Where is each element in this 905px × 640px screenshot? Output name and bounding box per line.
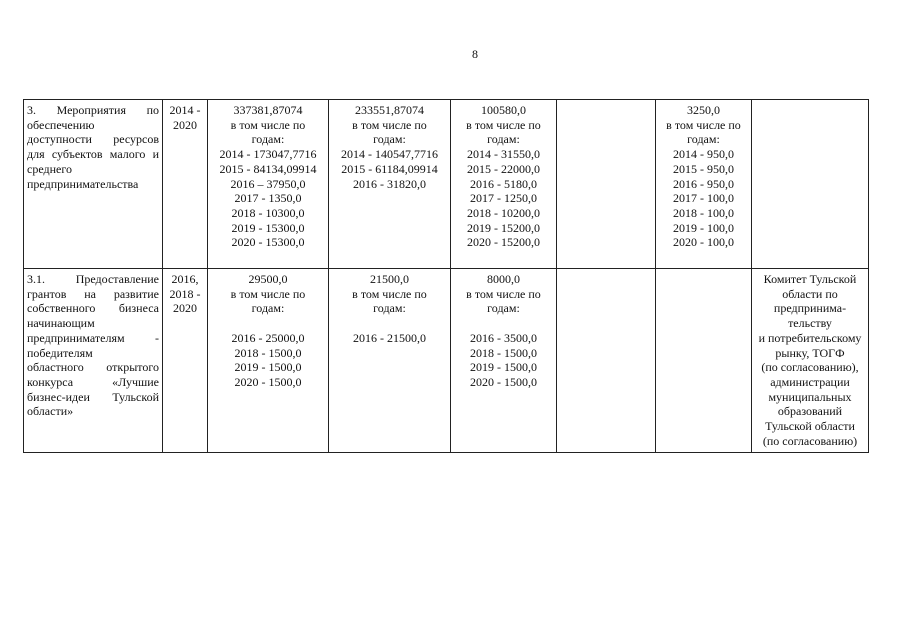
period-line: 2020: [173, 301, 197, 316]
responsible-line: рынку, ТОГФ: [775, 345, 845, 360]
year-amount: 2020 - 15200,0: [467, 235, 540, 250]
source-amount: 233551,87074: [355, 103, 424, 117]
caption-line: в том числе по: [352, 117, 427, 132]
period-cell: [163, 269, 208, 453]
responsible-line: Комитет Тульской: [763, 272, 857, 286]
empty-funding-cell: [557, 269, 656, 453]
year-amount: 2016 - 3500,0: [470, 330, 537, 345]
year-amount: 2017 - 100,0: [673, 191, 734, 206]
empty-funding-cell: [557, 100, 656, 269]
activity-name-cell: [24, 269, 163, 453]
funding-table: [23, 99, 869, 453]
funding-source-cell: [329, 269, 451, 453]
activity-name-line: 3.1. Предоставление: [27, 272, 159, 286]
caption-line: годам:: [687, 132, 720, 147]
year-amount: 2016 - 25000,0: [231, 330, 305, 345]
year-amount: 2018 - 10200,0: [467, 205, 540, 220]
period-cell: [163, 100, 208, 269]
activity-name-line: области»: [27, 404, 74, 419]
year-amount: 2016 - 5180,0: [470, 176, 537, 191]
year-amount: 2019 - 100,0: [673, 220, 734, 235]
year-amount: 2017 - 1350,0: [234, 191, 302, 206]
activity-name-line: собственного бизнеса: [27, 301, 159, 316]
year-amount: 2020 - 1500,0: [470, 374, 537, 389]
year-amount: 2018 - 1500,0: [234, 345, 302, 360]
activity-name-line: для субъектов малого и: [27, 147, 159, 162]
caption-line: в том числе по: [466, 286, 541, 301]
caption-line: годам:: [373, 132, 406, 147]
year-amount: 2014 - 31550,0: [467, 147, 540, 162]
year-amount: 2019 - 15200,0: [467, 220, 540, 235]
activity-name: [27, 272, 159, 419]
year-amount: 2019 - 1500,0: [470, 360, 537, 375]
empty-funding-cell: [656, 269, 752, 453]
year-amount: 2018 - 10300,0: [231, 205, 305, 220]
year-amount: 2020 - 15300,0: [231, 235, 305, 250]
activity-name-line: грантов на развитие: [27, 286, 159, 301]
activity-name-cell: [24, 100, 163, 269]
responsible-line: Тульской области: [765, 419, 855, 434]
funding-source-cell: [451, 100, 557, 269]
activity-name-line: среднего: [27, 161, 72, 176]
caption-line: в том числе по: [230, 286, 306, 301]
year-amount: 2016 – 37950,0: [230, 176, 306, 191]
responsible-line: администрации: [770, 374, 850, 389]
total-funding-cell: [208, 100, 329, 269]
period-line: 2014 -: [169, 103, 201, 117]
table-row: [24, 269, 869, 453]
activity-name-line: обеспечению: [27, 117, 95, 132]
responsible-cell: [752, 100, 869, 269]
activity-name-line: предпринимательства: [27, 176, 139, 191]
year-amount: 2020 - 1500,0: [234, 374, 302, 389]
responsible-line: муниципальных: [768, 389, 852, 404]
caption-line: годам:: [373, 301, 406, 316]
activity-name: [27, 103, 159, 191]
activity-name-line: 3. Мероприятия по: [27, 103, 159, 117]
activity-name-line: доступности ресурсов: [27, 132, 159, 147]
spacer-line: [211, 316, 325, 331]
responsible-line: и потребительскому: [758, 330, 862, 345]
year-amount: 2015 - 22000,0: [467, 161, 540, 176]
spacer-line: [454, 316, 553, 331]
year-amount: 2016 - 31820,0: [353, 176, 426, 191]
year-amount: 2018 - 1500,0: [470, 345, 537, 360]
responsible-line: тельству: [788, 316, 832, 331]
total-amount: 337381,87074: [233, 103, 303, 117]
year-amount: 2019 - 1500,0: [234, 360, 302, 375]
activity-name-line: победителям: [27, 345, 93, 360]
responsible-line: (по согласованию),: [761, 360, 859, 375]
year-amount: 2018 - 100,0: [673, 205, 734, 220]
year-amount: 2019 - 15300,0: [231, 220, 305, 235]
period-line: 2016,: [171, 272, 199, 286]
year-amount: 2016 - 950,0: [673, 176, 734, 191]
funding-source-cell: [451, 269, 557, 453]
year-amount: 2016 - 21500,0: [353, 330, 426, 345]
source-amount: 21500,0: [370, 272, 409, 286]
caption-line: в том числе по: [352, 286, 427, 301]
responsible-cell: [752, 269, 869, 453]
source-amount: 100580,0: [481, 103, 526, 117]
responsible-line: образований: [777, 404, 843, 419]
source-amount: 3250,0: [687, 103, 720, 117]
year-amount: 2015 - 950,0: [673, 161, 734, 176]
responsible-line: области по: [782, 286, 838, 301]
total-amount: 29500,0: [248, 272, 288, 286]
period-line: 2018 -: [169, 286, 201, 301]
source-amount: 8000,0: [487, 272, 520, 286]
caption-line: в том числе по: [466, 117, 541, 132]
year-amount: 2014 - 140547,7716: [341, 147, 438, 162]
year-amount: 2014 - 173047,7716: [219, 147, 317, 162]
activity-name-line: областного открытого: [27, 360, 159, 375]
activity-name-line: предпринимателям -: [27, 330, 159, 345]
caption-line: годам:: [487, 132, 520, 147]
year-amount: 2020 - 100,0: [673, 235, 734, 250]
funding-source-cell: [329, 100, 451, 269]
activity-name-line: начинающим: [27, 316, 95, 331]
year-amount: 2015 - 61184,09914: [341, 161, 438, 176]
caption-line: в том числе по: [230, 117, 306, 132]
caption-line: годам:: [251, 301, 285, 316]
page-number: 8: [472, 47, 478, 61]
table-row: [24, 100, 869, 269]
caption-line: годам:: [251, 132, 285, 147]
activity-name-line: бизнес-идеи Тульской: [27, 389, 159, 404]
responsible-line: предпринима-: [773, 301, 847, 316]
funding-source-cell: [656, 100, 752, 269]
spacer-line: [332, 316, 447, 331]
period-line: 2020: [173, 117, 197, 132]
caption-line: годам:: [487, 301, 520, 316]
total-funding-cell: [208, 269, 329, 453]
year-amount: 2017 - 1250,0: [470, 191, 537, 206]
year-amount: 2015 - 84134,09914: [219, 161, 317, 176]
caption-line: в том числе по: [666, 117, 741, 132]
year-amount: 2014 - 950,0: [673, 147, 734, 162]
responsible-line: (по согласованию): [762, 433, 858, 448]
activity-name-line: конкурса «Лучшие: [27, 374, 159, 389]
